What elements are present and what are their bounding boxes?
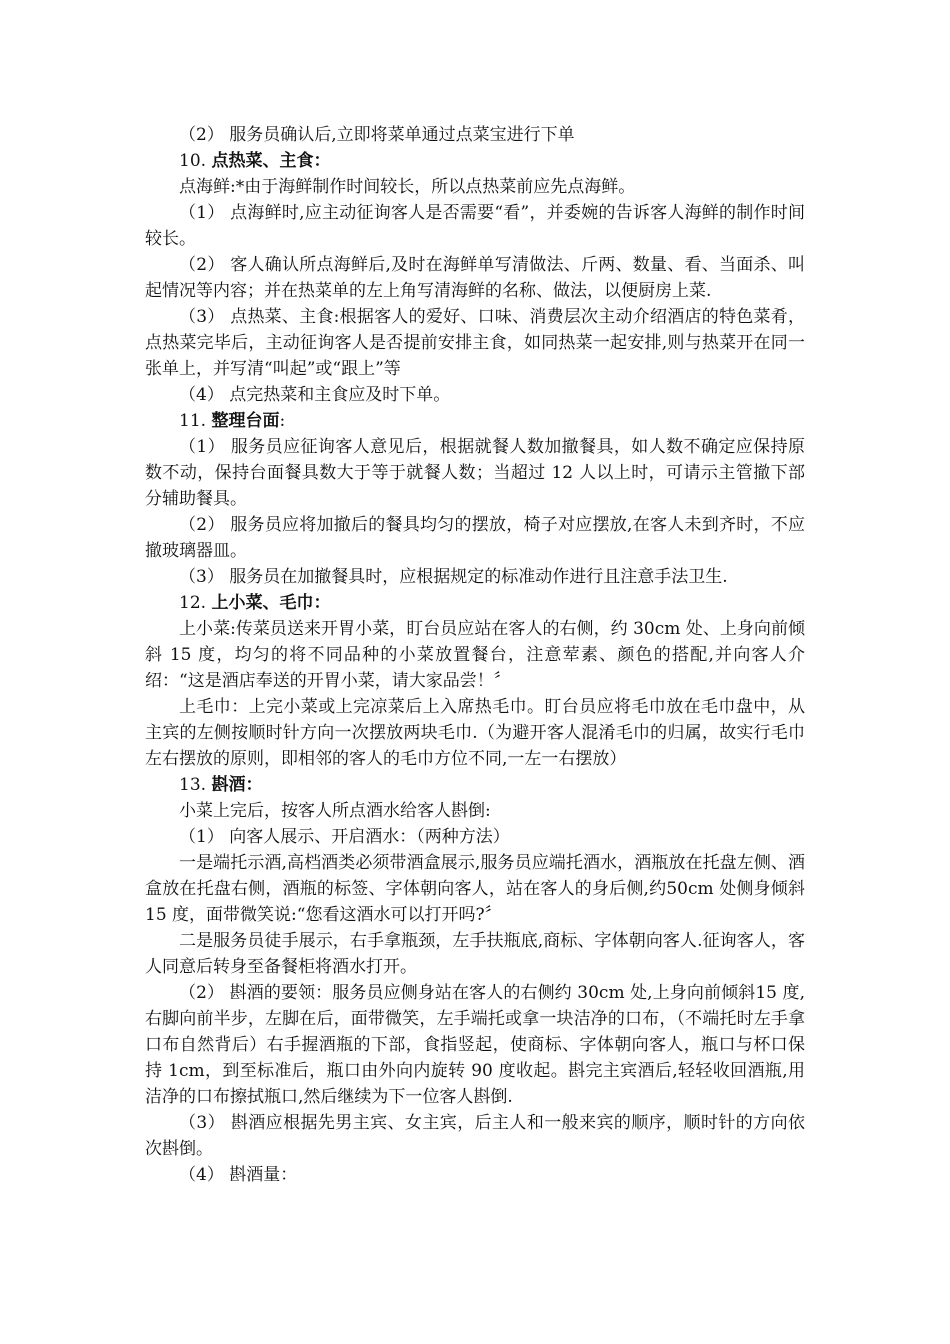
paragraph: （3） 服务员在加撤餐具时，应根据规定的标准动作进行且注意手法卫生. [179, 567, 728, 587]
paragraph: （2） 服务员确认后,立即将菜单通过点菜宝进行下单 [179, 125, 575, 145]
section-number: 11. [179, 411, 207, 431]
paragraph: （3） 点热菜、主食:根据客人的爱好、口味、消费层次主动介绍酒店的特色菜肴，点热菜完毕后，主动征询客人是否提前安排主食，如同热菜一起安排,则与热菜开在同一张单上，并写清“叫起”或“跟上”等 [145, 307, 805, 379]
document-body [145, 122, 805, 1188]
paragraph: （3） 斟酒应根据先男主宾、女主宾，后主人和一般来宾的顺序，顺时针的方向依次斟倒。 [145, 1113, 805, 1159]
paragraph: 点海鲜:*由于海鲜制作时间较长，所以点热菜前应先点海鲜。 [179, 177, 636, 197]
section-heading [145, 148, 805, 174]
paragraph: （2） 服务员应将加撤后的餐具均匀的摆放，椅子对应摆放,在客人未到齐时，不应撤玻璃器皿。 [145, 515, 805, 561]
paragraph: （1） 服务员应征询客人意见后，根据就餐人数加撤餐具，如人数不确定应保持原数不动，保持台面餐具数大于等于就餐人数；当超过 12 人以上时，可请示主管撤下部分辅助餐具。 [145, 437, 805, 509]
section-heading [145, 590, 805, 616]
paragraph: （4） 点完热菜和主食应及时下单。 [179, 385, 451, 405]
paragraph: 一是端托示酒,高档酒类必须带酒盒展示,服务员应端托酒水，酒瓶放在托盘左侧、酒盒放在托盘右侧，酒瓶的标签、字体朝向客人，站在客人的身后侧,约50cm 处侧身倾斜 15 度，面带微笑说:“您看这酒水可以打开吗?〞 [145, 853, 805, 925]
paragraph: （1） 点海鲜时,应主动征询客人是否需要“看”，并委婉的告诉客人海鲜的制作时间较长。 [145, 203, 805, 249]
paragraph: 二是服务员徒手展示，右手拿瓶颈，左手扶瓶底,商标、字体朝向客人.征询客人，客人同意后转身至备餐柜将酒水打开。 [145, 931, 805, 977]
paragraph: （4） 斟酒量： [179, 1165, 298, 1185]
paragraph: 小菜上完后，按客人所点酒水给客人斟倒: [179, 801, 491, 821]
section-title-tail: : [279, 411, 286, 431]
section-heading [145, 408, 805, 434]
section-number: 10. [179, 151, 207, 171]
paragraph: （2） 斟酒的要领：服务员应侧身站在客人的右侧约 30cm 处,上身向前倾斜15 度,右脚向前半步，左脚在后，面带微笑，左手端托或拿一块洁净的口布，（不端托时左手拿口布自然背后）右手握酒瓶的下部，食指竖起，使商标、字体朝向客人，瓶口与杯口保持 1cm，到至标准后，瓶口由外向内旋转 90 度收起。斟完主宾酒后,轻轻收回酒瓶,用洁净的口布擦拭瓶口,然后继续为下一位客人斟倒. [145, 983, 805, 1107]
section-number: 13. [179, 775, 207, 795]
section-heading [145, 772, 805, 798]
paragraph: （1） 向客人展示、开启酒水：（两种方法） [179, 827, 510, 847]
section-title: 整理台面 [211, 411, 280, 431]
section-title: 斟酒： [211, 775, 263, 795]
section-title: 点热菜、主食： [211, 151, 331, 171]
paragraph: 上小菜:传菜员送来开胃小菜，盯台员应站在客人的右侧，约 30cm 处、上身向前倾斜 15 度，均匀的将不同品种的小菜放置餐台，注意荤素、颜色的搭配,并向客人介绍：“这是酒店奉送的开胃小菜，请大家品尝！〞 [145, 619, 805, 691]
section-title: 上小菜、毛巾： [211, 593, 331, 613]
paragraph: 上毛巾：上完小菜或上完凉菜后上入席热毛巾。盯台员应将毛巾放在毛巾盘中，从主宾的左侧按顺时针方向一次摆放两块毛巾.（为避开客人混淆毛巾的归属，故实行毛巾左右摆放的原则，即相邻的客人的毛巾方位不同,一左一右摆放） [145, 697, 805, 769]
section-number: 12. [179, 593, 207, 613]
paragraph: （2） 客人确认所点海鲜后,及时在海鲜单写清做法、斤两、数量、看、当面杀、叫起情况等内容；并在热菜单的左上角写清海鲜的名称、做法，以便厨房上菜. [145, 255, 805, 301]
